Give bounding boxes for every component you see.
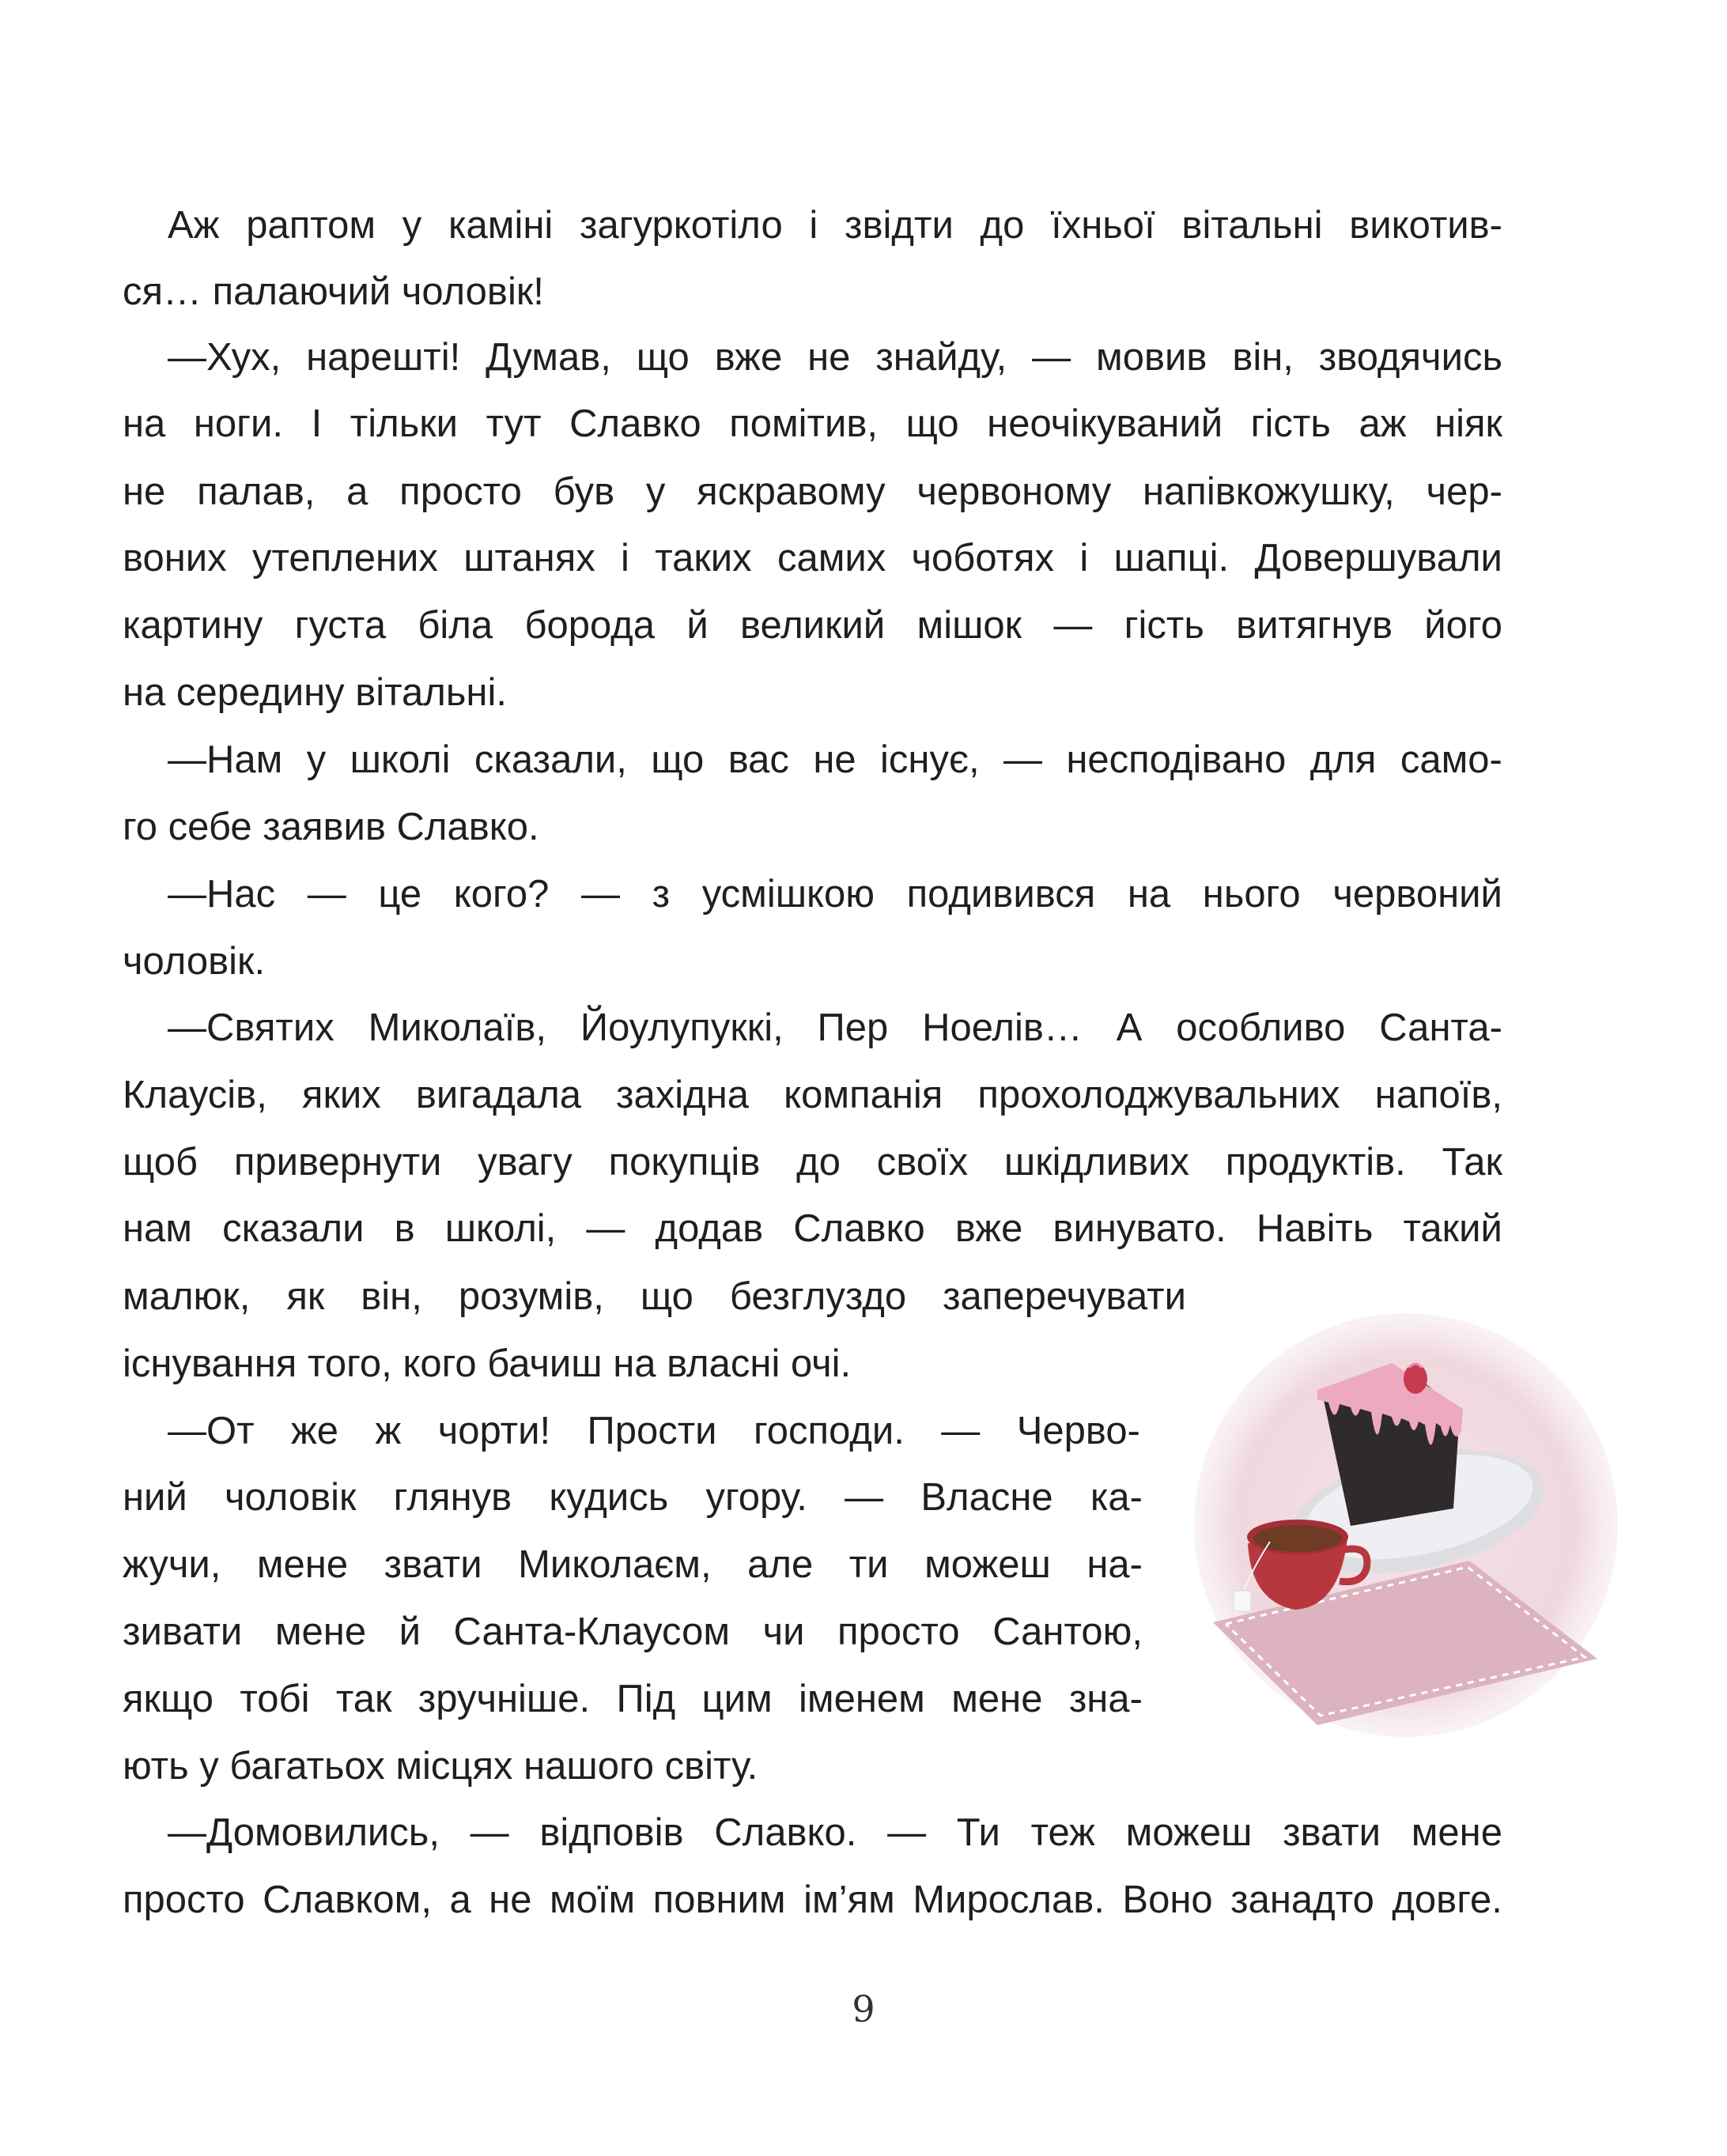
text-line: ся… палаючий чоловік! (123, 270, 544, 313)
text-line: —Хух, нарешті! Думав, що вже не знайду, — мовив він, зводячись (168, 336, 1502, 379)
text-line: просто Славком, а не моїм повним ім’ям Мирослав. Воно занадто довге. (123, 1878, 1502, 1921)
text-line: зивати мене й Санта-Клаусом чи просто Сантою, (123, 1610, 1143, 1653)
text-line: —От же ж чорти! Прости господи. — Черво- (168, 1410, 1140, 1452)
text-line: ють у багатьох місцях нашого світу. (123, 1745, 758, 1788)
text-line: на середину вітальні. (123, 671, 507, 714)
text-line: —Нас — це кого? — з усмішкою подивився на нього червоний (168, 873, 1502, 916)
text-line: воних утеплених штанях і таких самих чоботях і шапці. Довершували (123, 537, 1502, 580)
text-line: картину густа біла борода й великий мішок — гість витягнув його (123, 604, 1502, 647)
text-line: ний чоловік глянув кудись угору. — Власне ка- (123, 1476, 1143, 1519)
text-line: існування того, кого бачиш на власні очі. (123, 1342, 852, 1385)
text-line: го себе заявив Славко. (123, 806, 539, 848)
text-line: Клаусів, яких вигадала західна компанія прохолоджувальних напоїв, (123, 1074, 1502, 1116)
strawberry (1404, 1364, 1427, 1394)
text-line: не палав, а просто був у яскравому червоному напівкожушку, чер- (123, 470, 1502, 513)
text-line: жучи, мене звати Миколаєм, але ти можеш на- (123, 1543, 1143, 1586)
text-line: малюк, як він, розумів, що безглуздо заперечувати (123, 1275, 1186, 1318)
text-line: нам сказали в школі, — додав Славко вже винувато. Навіть такий (123, 1207, 1502, 1250)
text-line: якщо тобі так зручніше. Під цим іменем мене зна- (123, 1678, 1143, 1720)
text-line: —Нам у школі сказали, що вас не існує, — несподівано для само- (168, 738, 1502, 781)
text-line: чоловік. (123, 940, 266, 983)
page-number: 9 (852, 1988, 875, 2030)
text-line: —Домовились, — відповів Славко. — Ти теж можеш звати мене (168, 1811, 1502, 1854)
text-line: —Святих Миколаїв, Йоулупуккі, Пер Ноелів… А особливо Санта- (168, 1006, 1502, 1049)
text-line: Аж раптом у каміні загуркотіло і звідти до їхньої вітальні викотив- (168, 204, 1502, 247)
teabag-tag (1234, 1591, 1251, 1611)
text-line: щоб привернути увагу покупців до своїх шкідливих продуктів. Так (123, 1141, 1502, 1184)
cake-and-tea-icon (1185, 1308, 1627, 1743)
text-line: на ноги. І тільки тут Славко помітив, що неочікуваний гість аж ніяк (123, 402, 1502, 445)
